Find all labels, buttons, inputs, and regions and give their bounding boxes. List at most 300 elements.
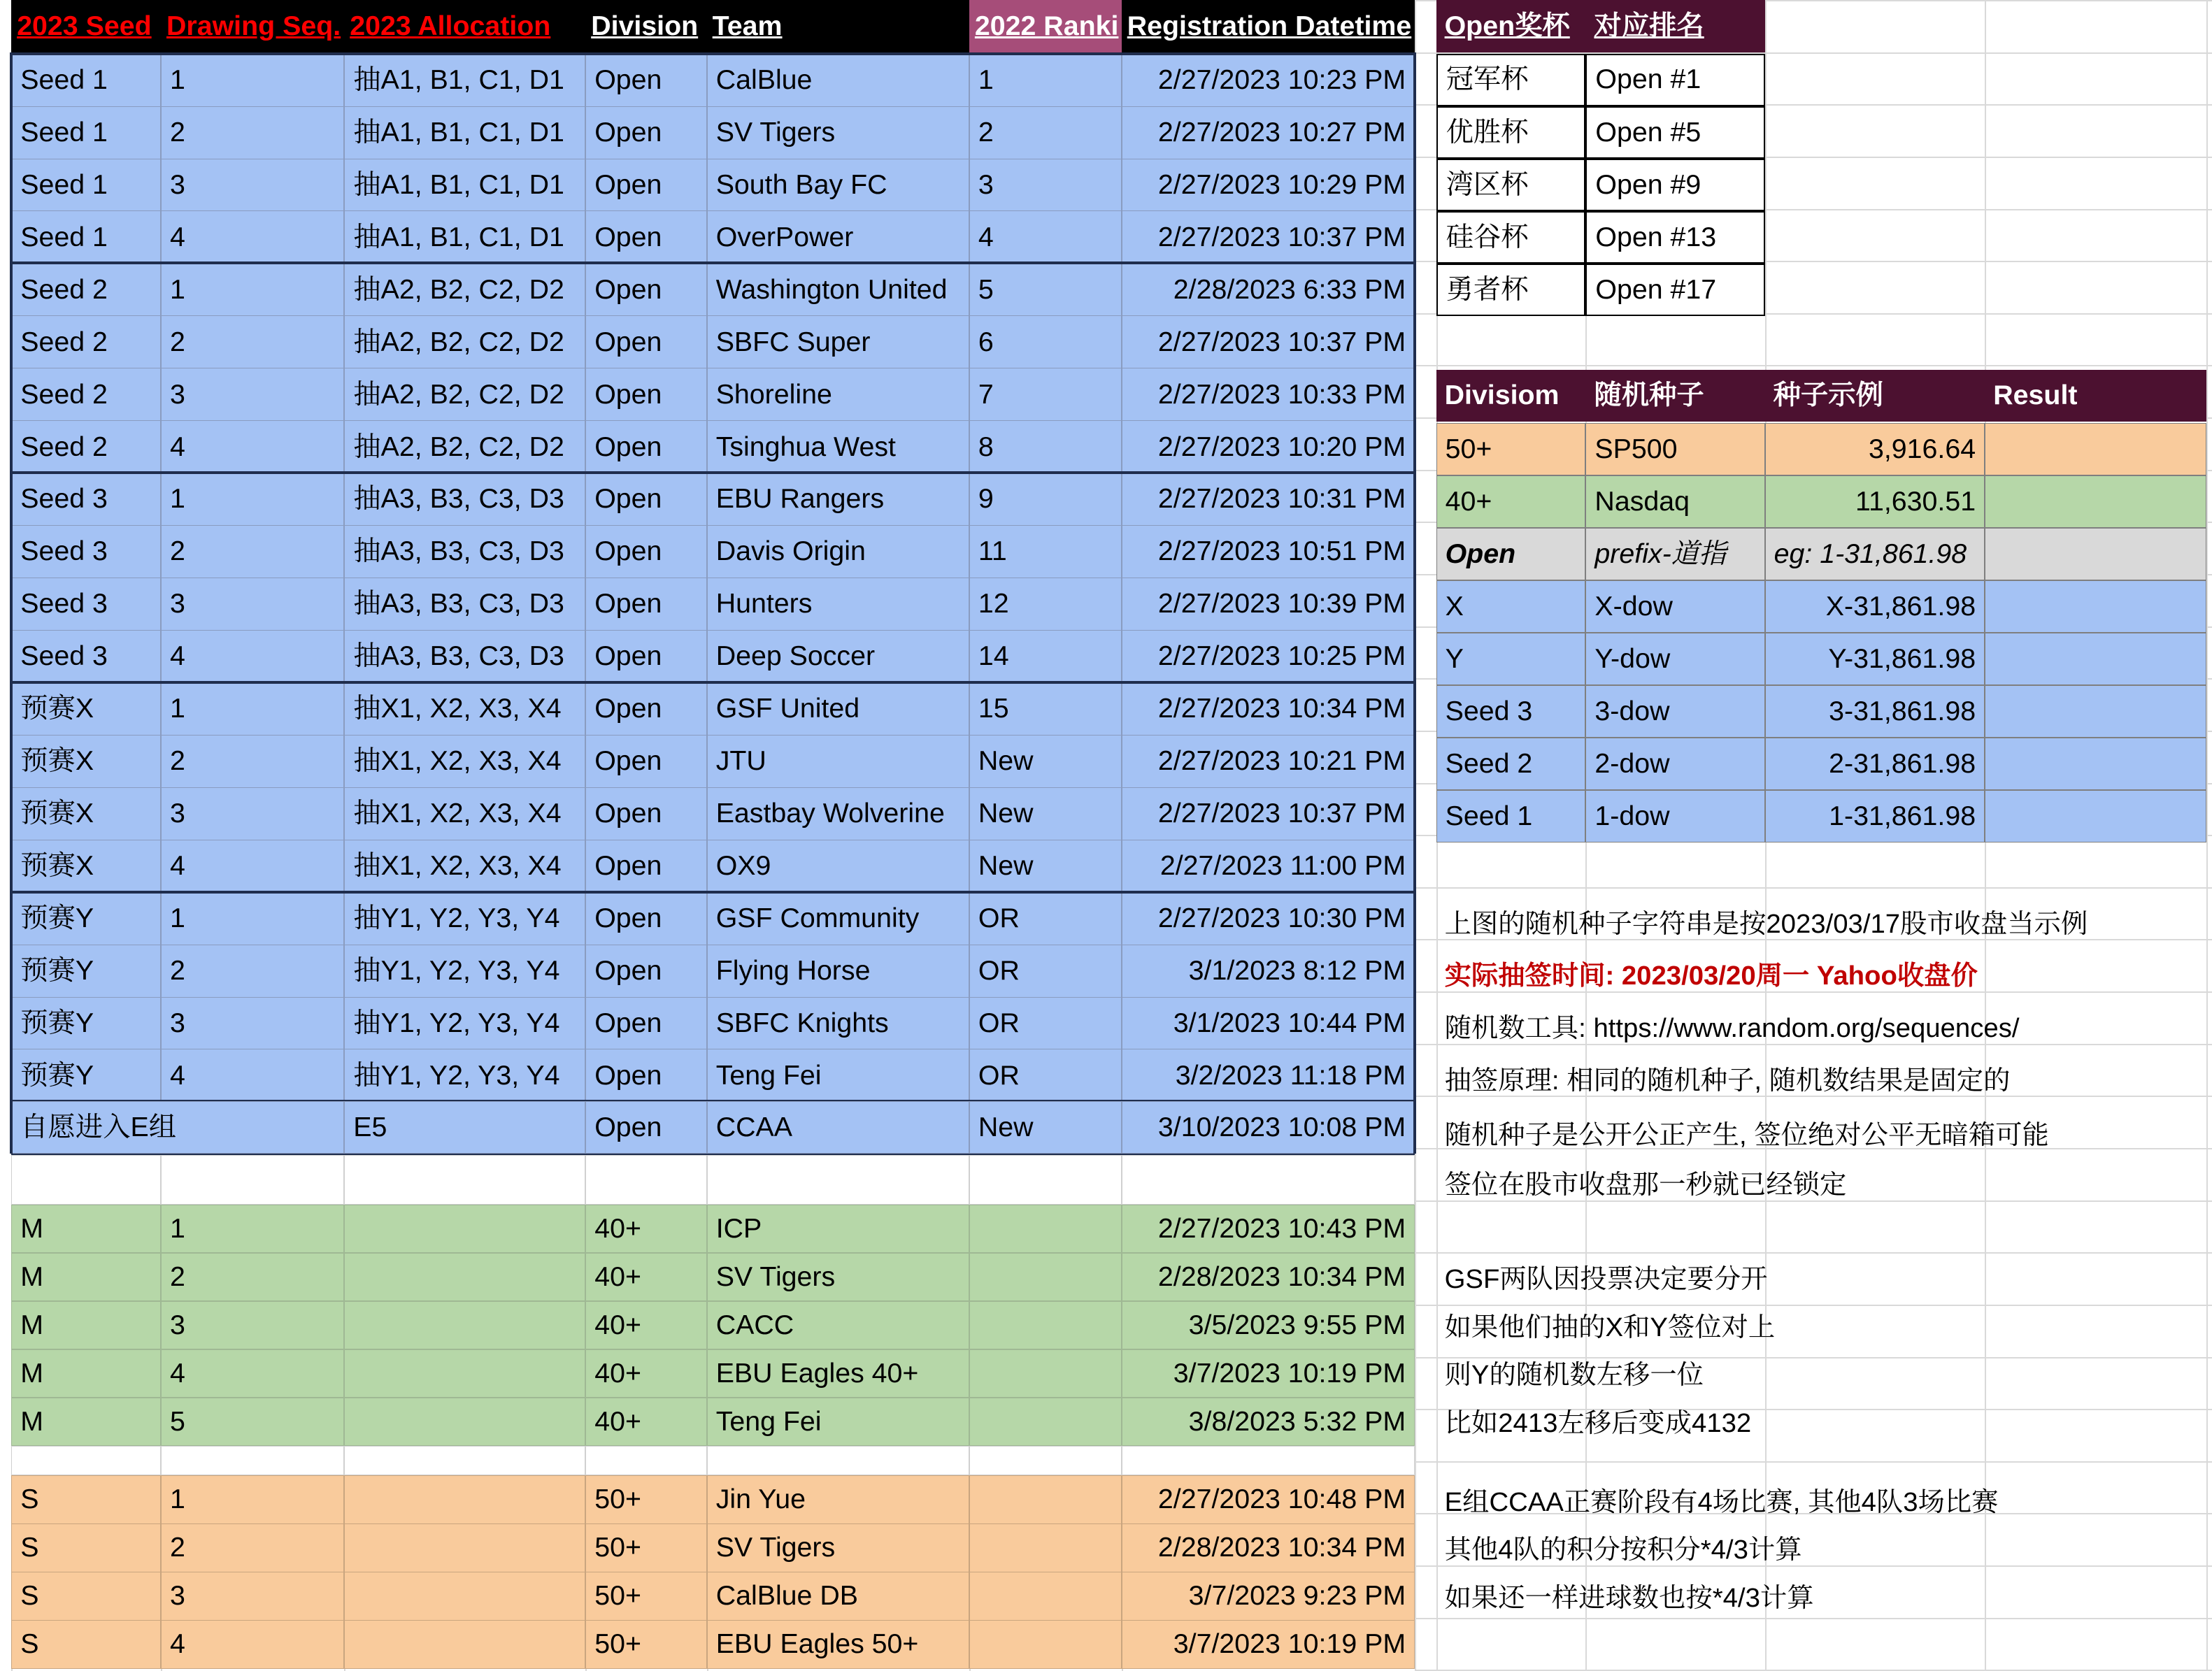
ranking-cell[interactable]: 6 — [969, 315, 1122, 368]
allocation-cell[interactable]: 抽A3, B3, C3, D3 — [344, 525, 585, 578]
seed-example-cell[interactable]: 3-31,861.98 — [1765, 685, 1985, 738]
team-cell[interactable]: CACC — [707, 1301, 969, 1350]
division-cell[interactable]: 50+ — [585, 1475, 706, 1524]
seed-cell[interactable]: S — [11, 1572, 161, 1621]
seq-cell[interactable]: 1 — [161, 892, 344, 945]
allocation-cell[interactable]: 抽A2, B2, C2, D2 — [344, 263, 585, 316]
allocation-cell[interactable]: 抽A1, B1, C1, D1 — [344, 106, 585, 159]
ranking-cell[interactable]: 12 — [969, 578, 1122, 631]
team-cell[interactable]: Eastbay Wolverine — [707, 787, 969, 840]
seed-example-cell[interactable]: Y-31,861.98 — [1765, 633, 1985, 685]
allocation-cell[interactable] — [344, 1620, 585, 1669]
allocation-cell[interactable] — [344, 1572, 585, 1621]
datetime-cell[interactable]: 2/27/2023 10:33 PM — [1122, 368, 1415, 421]
team-cell[interactable]: CCAA — [707, 1101, 969, 1154]
allocation-cell[interactable]: 抽X1, X2, X3, X4 — [344, 787, 585, 840]
seed-cell[interactable]: Seed 1 — [11, 159, 161, 212]
empty-cell[interactable] — [344, 1446, 585, 1475]
allocation-cell[interactable]: 抽Y1, Y2, Y3, Y4 — [344, 1049, 585, 1102]
note-line: 则Y的随机数左移一位 — [1444, 1360, 1704, 1391]
team-cell[interactable]: SBFC Knights — [707, 997, 969, 1050]
ranking-cell[interactable] — [969, 1572, 1122, 1621]
note-line: 随机种子是公开公正产生, 签位绝对公平无暗箱可能 — [1444, 1120, 2049, 1151]
header-division[interactable]: Division — [585, 0, 706, 52]
empty-cell[interactable] — [969, 1155, 1122, 1205]
seq-cell[interactable]: 1 — [161, 54, 344, 107]
header-2023-allocation[interactable]: 2023 Allocation — [344, 0, 585, 52]
seed-cell[interactable]: M — [11, 1205, 161, 1254]
seed-cell[interactable]: Seed 2 — [11, 368, 161, 421]
allocation-cell[interactable] — [344, 1205, 585, 1254]
seq-cell[interactable]: 5 — [161, 1398, 344, 1447]
team-cell[interactable]: GSF United — [707, 682, 969, 736]
header-open-cup[interactable]: Open奖杯 — [1436, 0, 1586, 52]
note-line: 如果他们抽的X和Y签位对上 — [1444, 1312, 1776, 1342]
seq-cell[interactable]: 4 — [161, 1349, 344, 1398]
ranking-cell[interactable]: New — [969, 735, 1122, 788]
division-cell[interactable]: Open — [585, 787, 706, 840]
seed-cell[interactable]: Seed 2 — [11, 315, 161, 368]
group-separator — [11, 52, 1415, 55]
team-cell[interactable]: Flying Horse — [707, 945, 969, 998]
allocation-cell[interactable]: 抽A1, B1, C1, D1 — [344, 210, 585, 264]
seed-source-cell[interactable]: prefix-道指 — [1585, 528, 1764, 580]
team-cell[interactable]: ICP — [707, 1205, 969, 1254]
ranking-cell[interactable] — [969, 1475, 1122, 1524]
datetime-cell[interactable]: 3/10/2023 10:08 PM — [1122, 1101, 1415, 1154]
ranking-cell[interactable] — [969, 1205, 1122, 1254]
seed-result-cell[interactable] — [1985, 738, 2206, 790]
seed-cell[interactable]: 预赛Y — [11, 945, 161, 998]
datetime-cell[interactable]: 2/28/2023 10:34 PM — [1122, 1253, 1415, 1302]
empty-cell[interactable] — [707, 1155, 969, 1205]
division-cell[interactable]: 40+ — [585, 1253, 706, 1302]
ranking-cell[interactable] — [969, 1620, 1122, 1669]
seed-source-cell[interactable]: Nasdaq — [1585, 475, 1764, 528]
seed-division-cell[interactable]: Seed 3 — [1436, 685, 1586, 738]
group-separator — [11, 471, 1415, 474]
team-cell[interactable]: Tsinghua West — [707, 420, 969, 473]
division-cell[interactable]: 50+ — [585, 1572, 706, 1621]
division-cell[interactable]: Open — [585, 473, 706, 526]
division-cell[interactable]: Open — [585, 1101, 706, 1154]
seed-cell[interactable]: M — [11, 1349, 161, 1398]
division-cell[interactable]: Open — [585, 892, 706, 945]
ranking-cell[interactable]: New — [969, 1101, 1122, 1154]
allocation-cell[interactable] — [344, 1301, 585, 1350]
division-cell[interactable]: 50+ — [585, 1620, 706, 1669]
seed-division-cell[interactable]: Y — [1436, 633, 1586, 685]
group-separator — [11, 681, 1415, 684]
seq-cell[interactable]: 4 — [161, 840, 344, 893]
seed-example-cell[interactable]: 11,630.51 — [1765, 475, 1985, 528]
ranking-cell[interactable]: 2 — [969, 106, 1122, 159]
note-line: 比如2413左移后变成4132 — [1444, 1407, 1752, 1438]
allocation-cell[interactable] — [344, 1475, 585, 1524]
cup-name-cell[interactable]: 湾区杯 — [1436, 159, 1586, 211]
ranking-cell[interactable]: OR — [969, 945, 1122, 998]
seed-result-cell[interactable] — [1985, 528, 2206, 580]
datetime-cell[interactable]: 2/27/2023 10:29 PM — [1122, 159, 1415, 212]
header-2022-ranking[interactable]: 2022 Ranki — [969, 0, 1122, 52]
note-line: 抽签原理: 相同的随机种子, 随机数结果是固定的 — [1444, 1065, 2011, 1096]
seed-cell[interactable]: Seed 1 — [11, 106, 161, 159]
cup-rank-cell[interactable]: Open #13 — [1585, 211, 1764, 264]
seq-cell[interactable]: 4 — [161, 630, 344, 683]
empty-cell[interactable] — [11, 1155, 161, 1205]
seed-result-cell[interactable] — [1985, 580, 2206, 633]
seq-cell[interactable]: 1 — [161, 263, 344, 316]
seed-cell[interactable]: 预赛Y — [11, 892, 161, 945]
note-line: 签位在股市收盘那一秒就已经锁定 — [1444, 1169, 1847, 1200]
team-cell[interactable]: SV Tigers — [707, 1523, 969, 1572]
seed-cell[interactable]: 预赛X — [11, 735, 161, 788]
seed-source-cell[interactable]: SP500 — [1585, 423, 1764, 475]
team-cell[interactable]: EBU Eagles 50+ — [707, 1620, 969, 1669]
seed-cell[interactable]: 预赛X — [11, 682, 161, 736]
division-cell[interactable]: 40+ — [585, 1301, 706, 1350]
header-registration-datetime[interactable]: Registration Datetime — [1122, 0, 1415, 52]
allocation-cell[interactable]: 抽A3, B3, C3, D3 — [344, 630, 585, 683]
seed-cell[interactable]: M — [11, 1253, 161, 1302]
seed-example-cell[interactable]: eg: 1-31,861.98 — [1765, 528, 1985, 580]
empty-cell[interactable] — [344, 1155, 585, 1205]
ranking-cell[interactable]: 7 — [969, 368, 1122, 421]
ranking-cell[interactable]: OR — [969, 1049, 1122, 1102]
datetime-cell[interactable]: 2/27/2023 10:21 PM — [1122, 735, 1415, 788]
header-random-seed[interactable]: 随机种子 — [1585, 370, 1764, 422]
seed-result-cell[interactable] — [1985, 685, 2206, 738]
seq-cell[interactable]: 2 — [161, 735, 344, 788]
allocation-cell[interactable]: 抽A2, B2, C2, D2 — [344, 420, 585, 473]
ranking-cell[interactable]: 9 — [969, 473, 1122, 526]
division-cell[interactable]: Open — [585, 106, 706, 159]
division-cell[interactable]: Open — [585, 525, 706, 578]
team-cell[interactable]: SV Tigers — [707, 1253, 969, 1302]
header-seed-example[interactable]: 种子示例 — [1765, 370, 1985, 422]
division-cell[interactable]: Open — [585, 54, 706, 107]
team-cell[interactable]: GSF Community — [707, 892, 969, 945]
cup-name-cell[interactable]: 优胜杯 — [1436, 106, 1586, 159]
datetime-cell[interactable]: 2/27/2023 10:43 PM — [1122, 1205, 1415, 1254]
allocation-cell[interactable]: 抽X1, X2, X3, X4 — [344, 840, 585, 893]
seed-cell[interactable]: M — [11, 1301, 161, 1350]
team-cell[interactable]: EBU Eagles 40+ — [707, 1349, 969, 1398]
empty-cell[interactable] — [161, 1446, 344, 1475]
allocation-cell[interactable]: 抽Y1, Y2, Y3, Y4 — [344, 997, 585, 1050]
allocation-cell[interactable]: 抽A3, B3, C3, D3 — [344, 578, 585, 631]
allocation-cell[interactable]: 抽A2, B2, C2, D2 — [344, 368, 585, 421]
team-cell[interactable]: Jin Yue — [707, 1475, 969, 1524]
seed-result-cell[interactable] — [1985, 475, 2206, 528]
division-cell[interactable]: 50+ — [585, 1523, 706, 1572]
datetime-cell[interactable]: 2/27/2023 10:51 PM — [1122, 525, 1415, 578]
datetime-cell[interactable]: 3/5/2023 9:55 PM — [1122, 1301, 1415, 1350]
ranking-cell[interactable] — [969, 1253, 1122, 1302]
division-cell[interactable]: Open — [585, 1049, 706, 1102]
datetime-cell[interactable]: 2/27/2023 11:00 PM — [1122, 840, 1415, 893]
header-rank[interactable]: 对应排名 — [1585, 0, 1764, 52]
seq-cell[interactable]: 2 — [161, 106, 344, 159]
cup-rank-cell[interactable]: Open #5 — [1585, 106, 1764, 159]
header-division[interactable]: Divisiom — [1436, 370, 1586, 422]
seed-example-cell[interactable]: X-31,861.98 — [1765, 580, 1985, 633]
seed-cell[interactable]: 预赛X — [11, 840, 161, 893]
empty-cell[interactable] — [585, 1155, 706, 1205]
seed-division-cell[interactable]: 50+ — [1436, 423, 1586, 475]
seed-cell[interactable]: Seed 2 — [11, 420, 161, 473]
seq-cell[interactable]: 3 — [161, 578, 344, 631]
seed-source-cell[interactable]: 3-dow — [1585, 685, 1764, 738]
division-cell[interactable]: Open — [585, 420, 706, 473]
ranking-cell[interactable]: 15 — [969, 682, 1122, 736]
division-cell[interactable]: 40+ — [585, 1398, 706, 1447]
seed-division-cell[interactable]: Seed 2 — [1436, 738, 1586, 790]
allocation-cell[interactable]: 抽X1, X2, X3, X4 — [344, 735, 585, 788]
table-border — [10, 52, 13, 1154]
seed-cell[interactable]: 预赛X — [11, 787, 161, 840]
seed-cell[interactable]: Seed 1 — [11, 210, 161, 264]
table-border — [1413, 52, 1416, 1154]
gridline — [1415, 365, 2212, 366]
allocation-cell[interactable]: E5 — [344, 1101, 585, 1154]
ranking-cell[interactable]: 4 — [969, 210, 1122, 264]
seq-cell[interactable]: 4 — [161, 420, 344, 473]
allocation-cell[interactable] — [344, 1349, 585, 1398]
seed-source-cell[interactable]: 2-dow — [1585, 738, 1764, 790]
empty-cell[interactable] — [969, 1446, 1122, 1475]
datetime-cell[interactable]: 2/27/2023 10:31 PM — [1122, 473, 1415, 526]
seq-cell[interactable]: 3 — [161, 997, 344, 1050]
datetime-cell[interactable]: 2/27/2023 10:23 PM — [1122, 54, 1415, 107]
seed-source-cell[interactable]: X-dow — [1585, 580, 1764, 633]
seed-division-cell[interactable]: Seed 1 — [1436, 790, 1586, 842]
note-line: 实际抽签时间: 2023/03/20周一 Yahoo收盘价 — [1444, 961, 1978, 991]
datetime-cell[interactable]: 3/7/2023 10:19 PM — [1122, 1349, 1415, 1398]
seq-cell[interactable]: 3 — [161, 368, 344, 421]
cup-rank-cell[interactable]: Open #1 — [1585, 54, 1764, 106]
seq-cell[interactable]: 4 — [161, 1620, 344, 1669]
seq-cell[interactable]: 2 — [161, 315, 344, 368]
division-cell[interactable]: Open — [585, 945, 706, 998]
seed-result-cell[interactable] — [1985, 633, 2206, 685]
seed-cell[interactable]: S — [11, 1523, 161, 1572]
allocation-cell[interactable]: 抽A1, B1, C1, D1 — [344, 54, 585, 107]
gridline — [1415, 1252, 2212, 1254]
cup-rank-cell[interactable]: Open #17 — [1585, 264, 1764, 316]
allocation-cell[interactable] — [344, 1398, 585, 1447]
seed-cell[interactable]: 预赛Y — [11, 997, 161, 1050]
ranking-cell[interactable]: 8 — [969, 420, 1122, 473]
group-separator — [11, 891, 1415, 894]
ranking-cell[interactable]: 1 — [969, 54, 1122, 107]
seed-example-cell[interactable]: 1-31,861.98 — [1765, 790, 1985, 842]
team-cell[interactable]: CalBlue — [707, 54, 969, 107]
team-cell[interactable]: SBFC Super — [707, 315, 969, 368]
seed-example-cell[interactable]: 3,916.64 — [1765, 423, 1985, 475]
cup-name-cell[interactable]: 硅谷杯 — [1436, 211, 1586, 264]
seq-cell[interactable]: 3 — [161, 1301, 344, 1350]
empty-cell[interactable] — [161, 1155, 344, 1205]
seed-result-cell[interactable] — [1985, 790, 2206, 842]
cup-name-cell[interactable]: 勇者杯 — [1436, 264, 1586, 316]
seq-cell[interactable]: 3 — [161, 787, 344, 840]
seq-cell[interactable]: 1 — [161, 1205, 344, 1254]
team-cell[interactable]: EBU Rangers — [707, 473, 969, 526]
ranking-cell[interactable] — [969, 1301, 1122, 1350]
seed-cell[interactable]: Seed 3 — [11, 473, 161, 526]
division-cell[interactable]: Open — [585, 735, 706, 788]
seed-cell[interactable]: 预赛Y — [11, 1049, 161, 1102]
datetime-cell[interactable]: 2/27/2023 10:39 PM — [1122, 578, 1415, 631]
seq-cell[interactable]: 3 — [161, 159, 344, 212]
seed-cell[interactable]: Seed 1 — [11, 54, 161, 107]
seed-example-cell[interactable]: 2-31,861.98 — [1765, 738, 1985, 790]
allocation-cell[interactable]: 抽A3, B3, C3, D3 — [344, 473, 585, 526]
division-cell[interactable]: Open — [585, 368, 706, 421]
team-cell[interactable]: Davis Origin — [707, 525, 969, 578]
ranking-cell[interactable]: 5 — [969, 263, 1122, 316]
datetime-cell[interactable]: 3/1/2023 10:44 PM — [1122, 997, 1415, 1050]
ranking-cell[interactable]: New — [969, 787, 1122, 840]
team-cell[interactable]: Hunters — [707, 578, 969, 631]
allocation-cell[interactable]: 抽X1, X2, X3, X4 — [344, 682, 585, 736]
seq-cell[interactable]: 2 — [161, 525, 344, 578]
datetime-cell[interactable]: 2/28/2023 10:34 PM — [1122, 1523, 1415, 1572]
seed-division-cell[interactable]: X — [1436, 580, 1586, 633]
e-group-label[interactable]: 自愿进入E组 — [11, 1101, 344, 1154]
team-cell[interactable]: OverPower — [707, 210, 969, 264]
datetime-cell[interactable]: 3/2/2023 11:18 PM — [1122, 1049, 1415, 1102]
division-cell[interactable]: 40+ — [585, 1205, 706, 1254]
division-cell[interactable]: Open — [585, 630, 706, 683]
division-cell[interactable]: Open — [585, 210, 706, 264]
seed-cell[interactable]: Seed 3 — [11, 630, 161, 683]
datetime-cell[interactable]: 2/27/2023 10:37 PM — [1122, 787, 1415, 840]
header-2023-seed[interactable]: 2023 Seed — [11, 0, 161, 52]
gridline — [1415, 887, 2212, 889]
team-cell[interactable]: CalBlue DB — [707, 1572, 969, 1621]
seq-cell[interactable]: 3 — [161, 1572, 344, 1621]
seq-cell[interactable]: 2 — [161, 1523, 344, 1572]
allocation-cell[interactable]: 抽A1, B1, C1, D1 — [344, 159, 585, 212]
seed-cell[interactable]: Seed 3 — [11, 578, 161, 631]
note-line: 其他4队的积分按积分*4/3计算 — [1444, 1535, 1802, 1565]
ranking-cell[interactable] — [969, 1349, 1122, 1398]
seq-cell[interactable]: 1 — [161, 473, 344, 526]
empty-cell[interactable] — [11, 1446, 161, 1475]
seed-cell[interactable]: Seed 3 — [11, 525, 161, 578]
team-cell[interactable]: Teng Fei — [707, 1049, 969, 1102]
team-cell[interactable]: OX9 — [707, 840, 969, 893]
team-cell[interactable]: JTU — [707, 735, 969, 788]
allocation-cell[interactable] — [344, 1253, 585, 1302]
seq-cell[interactable]: 2 — [161, 945, 344, 998]
team-cell[interactable]: Shoreline — [707, 368, 969, 421]
division-cell[interactable]: Open — [585, 840, 706, 893]
allocation-cell[interactable]: 抽Y1, Y2, Y3, Y4 — [344, 945, 585, 998]
seq-cell[interactable]: 2 — [161, 1253, 344, 1302]
header-result[interactable]: Result — [1985, 370, 2206, 422]
division-cell[interactable]: Open — [585, 997, 706, 1050]
division-cell[interactable]: Open — [585, 315, 706, 368]
datetime-cell[interactable]: 2/27/2023 10:37 PM — [1122, 210, 1415, 264]
note-line: 如果还一样进球数也按*4/3计算 — [1444, 1582, 1814, 1613]
division-cell[interactable]: Open — [585, 263, 706, 316]
division-cell[interactable]: Open — [585, 682, 706, 736]
ranking-cell[interactable]: New — [969, 840, 1122, 893]
empty-cell[interactable] — [585, 1446, 706, 1475]
datetime-cell[interactable]: 2/27/2023 10:27 PM — [1122, 106, 1415, 159]
team-cell[interactable]: Washington United — [707, 263, 969, 316]
datetime-cell[interactable]: 3/7/2023 10:19 PM — [1122, 1620, 1415, 1669]
note-line: 随机数工具: https://www.random.org/sequences/ — [1444, 1012, 2020, 1043]
cup-rank-cell[interactable]: Open #9 — [1585, 159, 1764, 211]
seq-cell[interactable]: 4 — [161, 1049, 344, 1102]
note-line: E组CCAA正赛阶段有4场比赛, 其他4队3场比赛 — [1444, 1486, 1999, 1517]
division-cell[interactable]: 40+ — [585, 1349, 706, 1398]
datetime-cell[interactable]: 3/7/2023 9:23 PM — [1122, 1572, 1415, 1621]
header-team[interactable]: Team — [707, 0, 969, 52]
division-cell[interactable]: Open — [585, 159, 706, 212]
allocation-cell[interactable] — [344, 1523, 585, 1572]
allocation-cell[interactable]: 抽A2, B2, C2, D2 — [344, 315, 585, 368]
seed-division-cell[interactable]: Open — [1436, 528, 1586, 580]
team-cell[interactable]: SV Tigers — [707, 106, 969, 159]
header-drawing-seq[interactable]: Drawing Seq. — [161, 0, 344, 52]
datetime-cell[interactable]: 2/27/2023 10:25 PM — [1122, 630, 1415, 683]
ranking-cell[interactable]: OR — [969, 892, 1122, 945]
team-cell[interactable]: Teng Fei — [707, 1398, 969, 1447]
empty-cell[interactable] — [1122, 1446, 1415, 1475]
seed-cell[interactable]: S — [11, 1620, 161, 1669]
seq-cell[interactable]: 4 — [161, 210, 344, 264]
datetime-cell[interactable]: 2/27/2023 10:37 PM — [1122, 315, 1415, 368]
empty-cell[interactable] — [707, 1446, 969, 1475]
ranking-cell[interactable]: 14 — [969, 630, 1122, 683]
team-cell[interactable]: Deep Soccer — [707, 630, 969, 683]
seed-result-cell[interactable] — [1985, 423, 2206, 475]
datetime-cell[interactable]: 3/8/2023 5:32 PM — [1122, 1398, 1415, 1447]
team-cell[interactable]: South Bay FC — [707, 159, 969, 212]
seed-source-cell[interactable]: 1-dow — [1585, 790, 1764, 842]
seq-cell[interactable]: 1 — [161, 682, 344, 736]
allocation-cell[interactable]: 抽Y1, Y2, Y3, Y4 — [344, 892, 585, 945]
seq-cell[interactable]: 1 — [161, 1475, 344, 1524]
datetime-cell[interactable]: 2/27/2023 10:30 PM — [1122, 892, 1415, 945]
seed-cell[interactable]: S — [11, 1475, 161, 1524]
datetime-cell[interactable]: 3/1/2023 8:12 PM — [1122, 945, 1415, 998]
datetime-cell[interactable]: 2/28/2023 6:33 PM — [1122, 263, 1415, 316]
seed-cell[interactable]: M — [11, 1398, 161, 1447]
datetime-cell[interactable]: 2/27/2023 10:34 PM — [1122, 682, 1415, 736]
ranking-cell[interactable] — [969, 1398, 1122, 1447]
ranking-cell[interactable]: OR — [969, 997, 1122, 1050]
datetime-cell[interactable]: 2/27/2023 10:48 PM — [1122, 1475, 1415, 1524]
seed-cell[interactable]: Seed 2 — [11, 263, 161, 316]
seed-source-cell[interactable]: Y-dow — [1585, 633, 1764, 685]
gridline — [1415, 1618, 2212, 1619]
datetime-cell[interactable]: 2/27/2023 10:20 PM — [1122, 420, 1415, 473]
ranking-cell[interactable]: 3 — [969, 159, 1122, 212]
cup-name-cell[interactable]: 冠军杯 — [1436, 54, 1586, 106]
note-line: 上图的随机种子字符串是按2023/03/17股市收盘当示例 — [1444, 908, 2088, 939]
ranking-cell[interactable]: 11 — [969, 525, 1122, 578]
ranking-cell[interactable] — [969, 1523, 1122, 1572]
seed-division-cell[interactable]: 40+ — [1436, 475, 1586, 528]
division-cell[interactable]: Open — [585, 578, 706, 631]
empty-cell[interactable] — [1122, 1155, 1415, 1205]
